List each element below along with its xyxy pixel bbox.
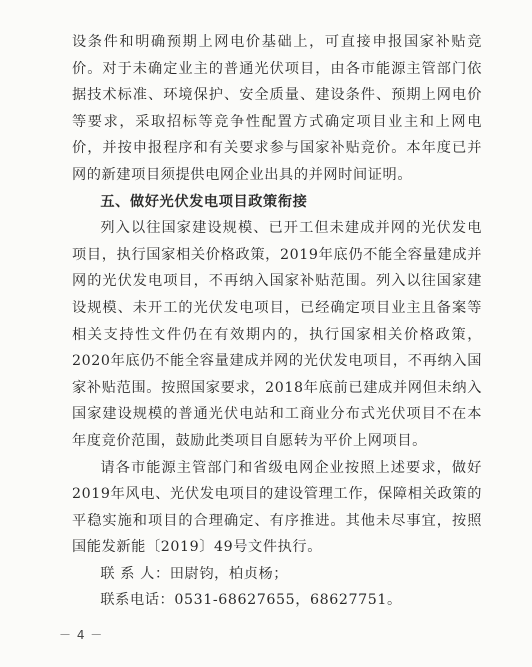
section-heading-5: 五、做好光伏发电项目政策衔接 <box>100 193 308 210</box>
contact-phone: 联系电话：0531-68627655，68627751。 <box>100 592 402 609</box>
paragraph-requirements: 请各市能源主管部门和省级电网企业按照上述要求，做好2019年风电、光伏发电项目的建设管理工作，保障相关政策的平稳实施和项目的合理确定、有序推进。其他未尽事宜，按照国能发新能〔2019〕49号文件执行。 <box>72 459 482 556</box>
paragraph-continuation: 设条件和明确预期上网电价基础上，可直接申报国家补贴竞价。对于未确定业主的普通光伏项目，由各市能源主管部门依据技术标准、环境保护、安全质量、建设条件、预期上网电价等要求，采取招标等竞争性配置方式确定项目业主和上网电价，并按申报程序和有关要求参与国家补贴竞价。本年度已并网的新建项目须提供电网企业出具的并网时间证明。 <box>72 34 482 183</box>
contact-person: 联 系 人：田尉钧，柏贞杨； <box>100 565 289 582</box>
paragraph-policy-connection: 列入以往国家建设规模、已开工但未建成并网的光伏发电项目，执行国家相关价格政策，2019年底仍不能全容量建成并网的光伏发电项目，不再纳入国家补贴范围。列入以往国家建设规模、未开工的光伏发电项目，已经确定项目业主且备案等相关支持性文件仍在有效期内的，执行国家相关价格政策，2020年底仍不能全容量建成并网的光伏发电项目，不再纳入国家补贴范围。按照国家要求，2018年底前已建成并网但未纳入国家建设规模的普通光伏电站和工商业分布式光伏项目不在本年度竞价范围，鼓励此类项目自愿转为平价上网项目。 <box>72 220 482 449</box>
document-body <box>72 29 482 614</box>
page-number: － 4 － <box>59 628 104 642</box>
